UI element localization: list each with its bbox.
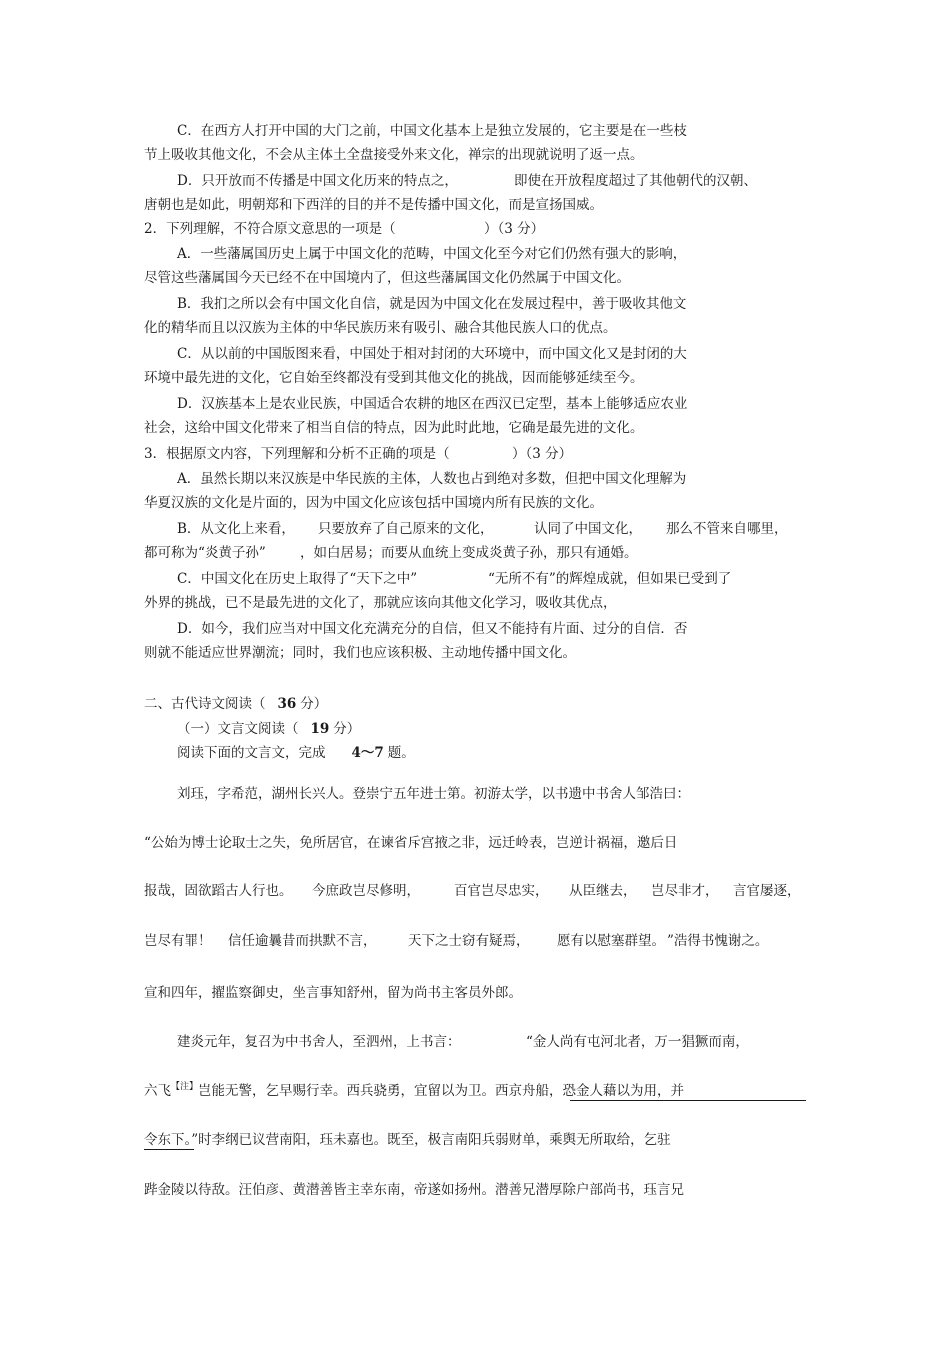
passage-line-3-part3: 百官岂尽忠实， bbox=[454, 883, 549, 899]
passage-line-7-a: 六飞 bbox=[144, 1083, 171, 1099]
q2-option-b-line2: 化的精华而且以汉族为主体的中华民族历来有吸引、融合其他民族人口的优点。 bbox=[144, 320, 617, 336]
passage-line-4-part4: 愿有以慰塞群望。 bbox=[557, 933, 665, 949]
underline-line-7 bbox=[570, 1100, 806, 1101]
section2-instr-b: 题。 bbox=[387, 745, 415, 761]
passage-line-8: 令东下。”时李纲已议营南阳，珏未嘉也。既至，极言南阳兵弱财单，乘舆无所取给，乞驻 bbox=[144, 1132, 671, 1148]
section2-instr-a: 阅读下面的文言文，完成 bbox=[177, 745, 326, 761]
q2-option-c-line1: C．从以前的中国版图来看，中国处于相对封闭的大环境中，而中国文化又是封闭的大 bbox=[177, 346, 687, 362]
section2-sub-a: （一）文言文阅读（ bbox=[177, 721, 299, 737]
q3-option-b-line1-part3: 认同了中国文化， bbox=[534, 521, 642, 537]
passage-line-7 bbox=[144, 1082, 684, 1100]
section2-heading-b: 分） bbox=[300, 696, 328, 712]
q3-stem-a: 3．根据原文内容，下列理解和分析不正确的项是（ bbox=[144, 446, 450, 462]
q2-option-d-line1: D．汉族基本上是农业民族，中国适合农耕的地区在西汉已定型，基本上能够适应农业 bbox=[177, 396, 688, 412]
q2-option-c-line2: 环境中最先进的文化，它自始至终都没有受到其他文化的挑战，因而能够延续至今。 bbox=[144, 370, 644, 386]
q2-stem-b: ）（3 分） bbox=[484, 221, 545, 237]
passage-line-4-part5: ”浩得书愧谢之。 bbox=[667, 933, 769, 949]
q2-option-d-line2: 社会，这给中国文化带来了相当自信的特点，因为此时此地，它确是最先进的文化。 bbox=[144, 420, 644, 436]
section2-instructions bbox=[177, 744, 415, 762]
passage-line-2: “公始为博士论取士之失，免所居官，在谏省斥宫掖之非，远迁岭表，岂逆计祸福，邀后日 bbox=[144, 835, 678, 851]
q1-option-c-line2: 节上吸收其他文化，不会从主体土全盘接受外来文化，禅宗的出现就说明了返一点。 bbox=[144, 147, 644, 163]
q2-option-a-line1: A．一些藩属国历史上属于中国文化的范畴，中国文化至今对它们仍然有强大的影响， bbox=[177, 246, 687, 262]
q3-option-b-line2-part1: 都可称为“炎黄子孙” bbox=[144, 545, 266, 561]
section2-sub-score: 19 bbox=[310, 721, 330, 737]
q3-option-c-line1-part1: C．中国文化在历史上取得了“天下之中” bbox=[177, 571, 418, 587]
passage-line-5: 宣和四年，擢监察御史，坐言事知舒州，留为尚书主客员外郎。 bbox=[144, 985, 522, 1001]
q2-option-b-line1: B．我扪之所以会有中国文化自信，就是因为中国文化在发展过程中，善于吸收其他文 bbox=[177, 296, 687, 312]
section2-heading-a: 二、古代诗文阅读（ bbox=[144, 696, 266, 712]
q1-option-c-line1: C．在西方人打开中国的大门之前，中国文化基本上是独立发展的，它主要是在一些枝 bbox=[177, 123, 687, 139]
q3-option-d-line2: 则就不能适应世界潮流；同时，我们也应该积极、主动地传播中国文化。 bbox=[144, 645, 576, 661]
q3-option-d-line1: D．如今，我们应当对中国文化充满充分的自信，但又不能持有片面、过分的自信．否 bbox=[177, 621, 688, 637]
section2-heading-score: 36 bbox=[277, 696, 297, 712]
passage-line-3-part4: 从臣继去， bbox=[569, 883, 637, 899]
passage-line-1: 刘珏，字希范，湖州长兴人。登崇宁五年进士第。初游太学，以书遗中书舍人邹浩曰： bbox=[177, 786, 690, 802]
q2-stem-a: 2．下列理解，不符合原文意思的一项是（ bbox=[144, 221, 396, 237]
q3-option-b-line1-part4: 那么不管来自哪里， bbox=[666, 521, 788, 537]
q2-option-a-line2: 尽管这些藩属国今天已经不在中国境内了，但这些藩属国文化仍然属于中国文化。 bbox=[144, 270, 630, 286]
passage-line-4-part2: 信任逾曩昔而拱默不言， bbox=[228, 933, 377, 949]
q3-option-c-line1-part2: “无所不有”的辉煌成就，但如果已受到了 bbox=[488, 571, 732, 587]
passage-line-4-part3: 天下之士窃有疑焉， bbox=[408, 933, 530, 949]
passage-line-4-part1: 岂尽有罪！ bbox=[144, 933, 212, 949]
q3-option-b-line2-part2: ，如白居易；而要从血统上变成炎黄子孙，那只有通婚。 bbox=[300, 545, 638, 561]
q3-stem-b: ）（3 分） bbox=[512, 446, 573, 462]
underline-line-8 bbox=[144, 1149, 194, 1150]
passage-line-7-b: 岂能无警，乞早赐行幸。西兵骁勇，宜留以为卫。西京舟船，恐金人藉以为用，并 bbox=[198, 1083, 685, 1099]
q3-option-b-line1-part1: B．从文化上来看， bbox=[177, 521, 295, 537]
section2-sub-b: 分） bbox=[333, 721, 361, 737]
passage-line-3-part1: 报哉，固欲蹈古人行也。 bbox=[144, 883, 293, 899]
passage-line-3-part5: 岂尽非才， bbox=[651, 883, 719, 899]
passage-line-6-part1: 建炎元年，复召为中书舍人，至泗州，上书言： bbox=[177, 1034, 461, 1050]
q1-option-d-line1a: D．只开放而不传播是中国文化历来的特点之， bbox=[177, 173, 458, 189]
q1-option-d-line2: 唐朝也是如此，明朝郑和下西洋的目的并不是传播中国文化，而是宣扬国威。 bbox=[144, 197, 603, 213]
passage-line-6-part2: “金人尚有屯河北者，万一猖獗而南， bbox=[526, 1034, 749, 1050]
q3-option-b-line1-part2: 只要放弃了自己原来的文化， bbox=[318, 521, 494, 537]
passage-line-3-part6: 言官屡逐， bbox=[733, 883, 801, 899]
passage-line-3-part2: 今庶政岂尽修明， bbox=[312, 883, 420, 899]
section2-subheading bbox=[177, 720, 360, 738]
passage-line-9: 跸金陵以待敌。汪伯彦、黄潜善皆主幸东南，帝遂如扬州。潜善兄潜厚除户部尚书，珏言兄 bbox=[144, 1182, 684, 1198]
q3-option-a-line1: A．虽然长期以来汉族是中华民族的主体，人数也占到绝对多数，但把中国文化理解为 bbox=[177, 471, 687, 487]
q1-option-d-line1b: 即使在开放程度超过了其他朝代的汉朝、 bbox=[514, 173, 757, 189]
q3-option-a-line2: 华夏汉族的文化是片面的，因为中国文化应该包括中国境内所有民族的文化。 bbox=[144, 495, 603, 511]
section2-instr-range: 4～7 bbox=[351, 745, 384, 761]
section2-heading bbox=[144, 695, 327, 713]
footnote-marker: 【注】 bbox=[171, 1082, 199, 1092]
q3-option-c-line2: 外界的挑战，已不是最先进的文化了，那就应该向其他文化学习，吸收其优点， bbox=[144, 595, 617, 611]
